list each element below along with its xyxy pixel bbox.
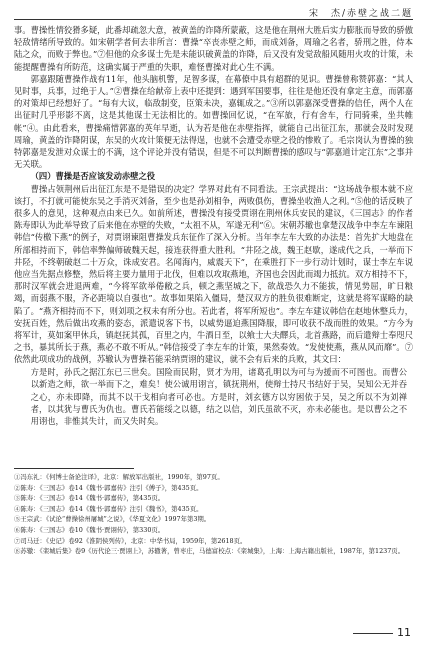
footnote: ⑥陈寿：《三国志》卷10《魏书·贾诩传》，第330页。 — [14, 525, 165, 534]
footnote: ⑤王宗武：《试论“曹操徐州屠城”之说》，《华夏文化》1997年第3期。 — [14, 515, 211, 524]
footnote-rule — [14, 468, 134, 469]
body-text — [14, 24, 413, 428]
section-heading: （四）曹操是否应该发动赤壁之役 — [30, 171, 156, 182]
block-quote: 方是时，孙氏之据江东已三世矣。国险而民附，贤才为用，诸葛孔明以为可与为援而不可图也。而曹公以新造之师，欲一举而下之，难矣！使公诚用诩言，镇抚荆州，使辩士持尺书结好于吴，吴知公无并吞之心，亦未即降，而其不以干戈相向者可必也。方是时，刘玄德方以穷困依于吴，吴之所以不为刘禅者，以其犹与曹氏为仇也。曹氏若能绥之以德，结之以信，刘氏虽欲不灭，亦未必能也。是以曹公之不用诩也，非惟其失计，而又失时矣。 — [30, 366, 407, 427]
paragraph: 郭嘉跟随曹操作战有11年，他头脑机警，足智多谋，在幕僚中具有超群的见识。曹操曾称赞郭嘉：“其人见时事，兵事，过绝于人。”②曹操在给献帝上表中还提到：遇到军国要事，往往是他还没有拿定主意，而郭嘉的对策却已经想好了。“每有大议，临敌制变，臣策未决，嘉辄成之。”③所以郭嘉深受曹操的信任，两个人在出征时几乎形影不离，这是其他谋士无法相比的。如曹操回忆说，“在军旅，行有舍车，行同骑乘，坐共帷帐”④。由此看来，曹操痛惜郭嘉的英年早逝，认为若是他在赤壁指挥，就能自己出征江东，那就会及时发现周瑜，黄盖的诈降阴谋，东吴的火攻计策便无法得逞，也就不会遭受赤壁之役的惨败了。毛宗岗认为曹操的独特郭嘉是发泄对众谋士的不满，这个评论并没有错误，但是不可以判断曹操的感叹与“郭嘉道计定江东”之事并无关联。 — [14, 73, 413, 170]
page-number: 11 — [353, 626, 411, 639]
footnote: ⑦司马迁：《史记》卷92《淮阴侯列传》，北京：中华书局，1959年，第2618页。 — [14, 536, 247, 545]
running-header: 宋 杰/赤壁之战二题 — [308, 9, 413, 19]
paragraph: 事。曹操性情狡猾多疑，此番却疏忽大意，被黄盖的诈降所蒙蔽，这是他在荆州大胜后实力膨胀而导致的骄傲轻敌情绪所导致的。如宋朝学者何去非所言：曹操“卒丧赤壁之师，而成刘备，周瑜之名者，骄刑之胜，侍本陆之众，而败于弊也。”⑦但他的众多谋士先是未能识破黄盖的诈降，后又没有发觉敌船风随用火攻的计策，未能提醒曹操有所防范，这确实属于严重的失职，难怪曹操对此心生不满。 — [14, 25, 413, 72]
footnote: ⑧苏辙：《栾城后集》卷9《历代论三·贾诩上》，苏辙著，曾枣庄，马德富校点：《栾城集》，上海：上海古籍出版社，1987年，第1237页。 — [14, 547, 405, 556]
paragraph: 曹操占领荆州后出征江东是不是错误的决定？学界对此有不同看法。王宗武提出：“这场战争根本就不应该打，不打就可能使东吴之手消灭刘备，至少也是孙刘相争，两败俱伤，曹操坐收渔人之利。”⑤他的话反映了很多人的意见，这种观点由来已久。如前所述，曹操没有接受贾诩在荆州休兵安民的建议，《三国志》的作者陈寿即认为此举导致了后来他在赤壁的失败，“太祖不从，军遂无利”⑥。宋朝苏辙也拿楚汉战争中李左车谏阻韩信“传檄下燕”的例子，对贾诩谏阻曹操发兵东征作了深入分析。当年李左车大致的办法是：首先扩大地盘在所部相持而下，韩信率弊偏师破魏天起，接连获得重大胜利。“井陉之战，魏王赵歇，遂成代之兵，一举而下井陉，不终朝破赵二十万众，诛成安君。名闻海内，威震天下”，在乘胜打下一步行动计划时，谋士李左车说他应当先据点修整，然后将主要力量用于北伐，但难以攻取燕地，齐国也会因此而竭力抵抗。双方相持不下，那时汉军就会进退两难，“今将军欲举倦敝之兵，顿之燕坚城之下，欲战恐久力不能拔，情见势屈，旷日粮竭，而弱燕不服，齐必距境以自强也”。故事如果陷入僵局，楚汉双方的胜负很难断定，这就是将军谋略的缺陷了。“燕齐相持而不下，则刘项之权未有所分也。若此者，将军所短也”。李左车建议韩信在赵地休整兵力，安抚百姓，然后做出攻燕的姿态，派遣说客下书，以威势逼迫燕国降服，即可收获不战而胜的效果。“方今为将军计，莫如案甲休兵，镇赵抚其孤，百里之内，牛酒日至，以飨士大夫醳兵，北首燕路，而后遣辩士奉咫尺之书，暴其所长于燕，燕必不敢不听从。”韩信接受了李左车的计策，果然奏效。“发使使燕，燕从风而靡”。⑦依然此项成功的战例，苏辙认为曹操若能采纳贾诩的建议，就不会有后来的兵败，其文曰： — [14, 183, 413, 365]
footnote: ④陈寿：《三国志》卷14《魏书·郭嘉传》注引《魏书》，第435页。 — [14, 504, 203, 513]
header-rule — [14, 19, 413, 20]
footnote: ②陈寿：《三国志》卷14《魏书·郭嘉传》注引《傅子》，第435页。 — [14, 483, 203, 492]
footnote: ③陈寿：《三国志》卷14《魏书·郭嘉传》，第435页。 — [14, 494, 165, 503]
footnotes — [14, 472, 413, 557]
footnote: ①冯东礼：《何博士备论注译》，北京：解放军出版社，1990年，第97页。 — [14, 473, 224, 481]
